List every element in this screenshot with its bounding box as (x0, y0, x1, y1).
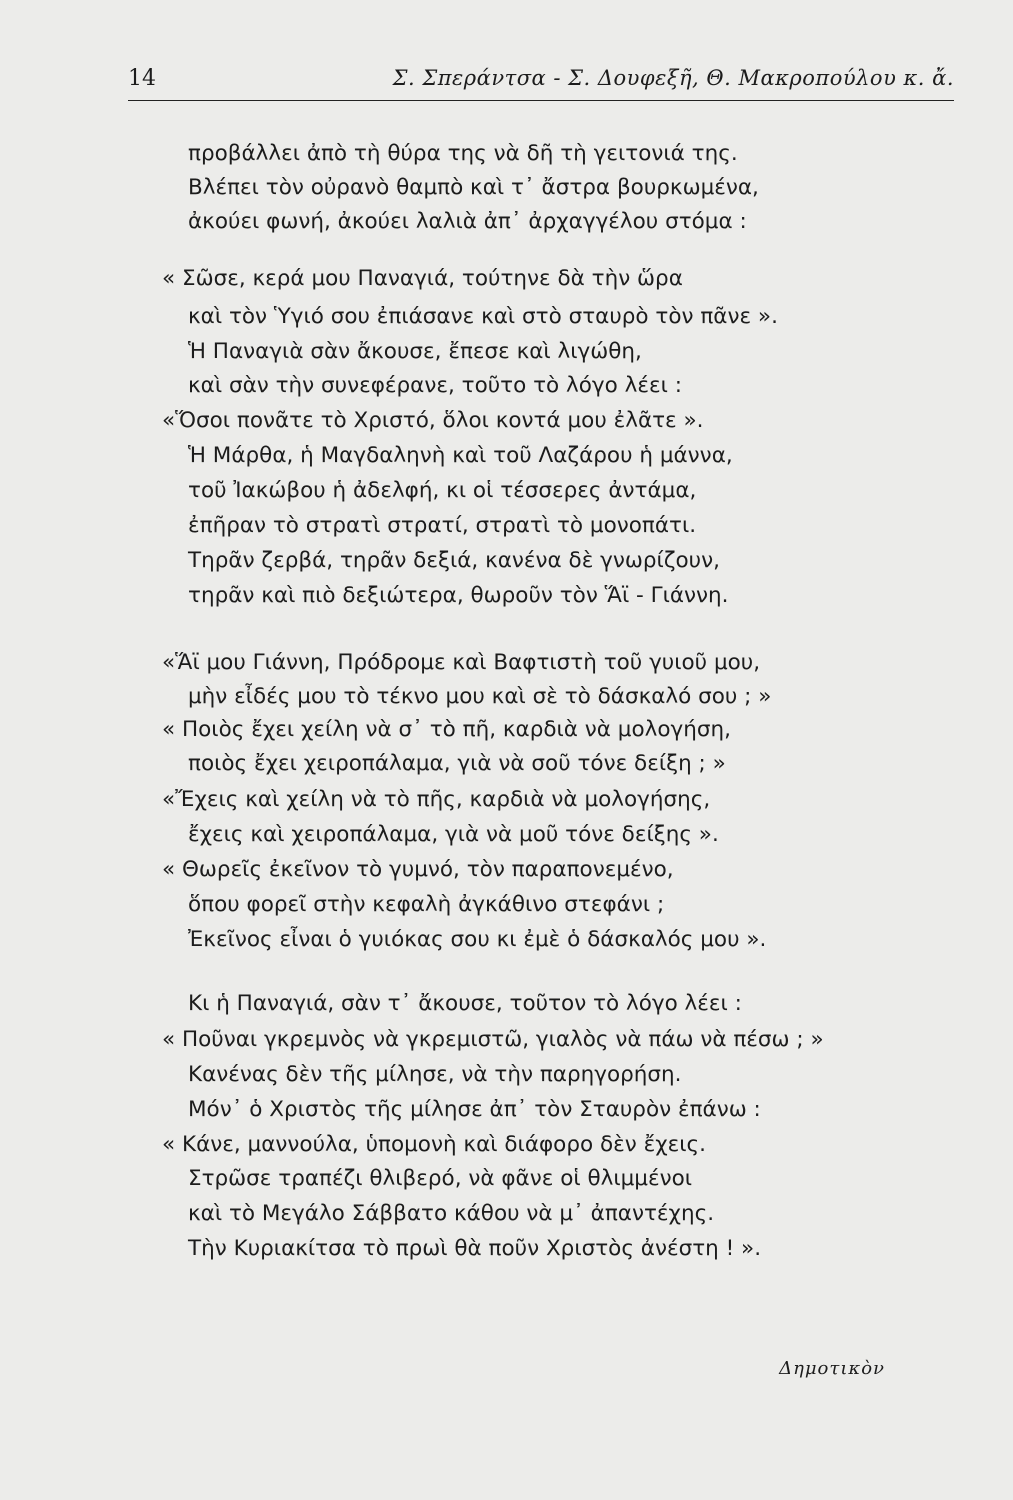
poem-line: καὶ σὰν τὴν συνεφέρανε, τοῦτο τὸ λόγο λέει : (188, 373, 682, 398)
poem-line: «Ὅσοι πονᾶτε τὸ Χριστό, ὅλοι κοντά μου ἐλᾶτε ». (162, 408, 704, 433)
poem-line: « Ποῦναι γκρεμνὸς νὰ γκρεμιστῶ, γιαλὸς νὰ πάω νὰ πέσω ; » (162, 1027, 824, 1052)
poem-line: Κι ἡ Παναγιά, σὰν τ᾽ ἄκουσε, τοῦτον τὸ λόγο λέει : (188, 991, 742, 1016)
poem-line: Ἐκεῖνος εἶναι ὁ γυιόκας σου κι ἐμὲ ὁ δάσκαλός μου ». (188, 927, 767, 952)
running-title: Σ. Σπεράντσα - Σ. Δουφεξῆ, Θ. Μακροπούλου κ. ἄ. (392, 66, 954, 90)
poem-line: καὶ τὸν Ὑγιό σου ἐπιάσανε καὶ στὸ σταυρὸ τὸν πᾶνε ». (188, 304, 778, 329)
poem-line: Τηρᾶν ζερβά, τηρᾶν δεξιά, κανένα δὲ γνωρίζουν, (188, 548, 720, 573)
poem-line: « Θωρεῖς ἐκεῖνον τὸ γυμνό, τὸν παραπονεμένο, (162, 857, 674, 882)
poem-line: ἐπῆραν τὸ στρατὶ στρατί, στρατὶ τὸ μονοπάτι. (188, 513, 697, 538)
poem-line: Βλέπει τὸν οὐρανὸ θαμπὸ καὶ τ᾽ ἄστρα βουρκωμένα, (188, 175, 759, 200)
poem-line: τηρᾶν καὶ πιὸ δεξιώτερα, θωροῦν τὸν Ἅϊ - Γιάννη. (188, 583, 729, 608)
poem-line: Ἡ Παναγιὰ σὰν ἄκουσε, ἔπεσε καὶ λιγώθη, (188, 339, 642, 364)
poem-line: καὶ τὸ Μεγάλο Σάββατο κάθου νὰ μ᾽ ἀπαντέχης. (188, 1201, 715, 1226)
poem-line: ἔχεις καὶ χειροπάλαμα, γιὰ νὰ μοῦ τόνε δείξης ». (188, 822, 719, 847)
poem-line: « Σῶσε, κερά μου Παναγιά, τούτηνε δὰ τὴν ὥρα (162, 266, 683, 291)
poem-line: Τὴν Κυριακίτσα τὸ πρωὶ θὰ ποῦν Χριστὸς ἀνέστη ! ». (188, 1236, 762, 1261)
poem-line: Ἡ Μάρθα, ἡ Μαγδαληνὴ καὶ τοῦ Λαζάρου ἡ μάννα, (188, 443, 733, 468)
poem-line: ὅπου φορεῖ στὴν κεφαλὴ ἀγκάθινο στεφάνι ; (188, 892, 665, 917)
poem-line: ἀκούει φωνή, ἀκούει λαλιὰ ἀπ᾽ ἀρχαγγέλου στόμα : (188, 209, 747, 234)
poem-line: τοῦ Ἰακώβου ἡ ἀδελφή, κι οἱ τέσσερες ἀντάμα, (188, 478, 697, 503)
poem-line: ποιὸς ἔχει χειροπάλαμα, γιὰ νὰ σοῦ τόνε δείξη ; » (188, 751, 726, 776)
poem-line: «Ἅϊ μου Γιάννη, Πρόδρομε καὶ Βαφτιστὴ τοῦ γυιοῦ μου, (162, 650, 761, 675)
header-rule (128, 100, 954, 101)
poem-line: μὴν εἶδές μου τὸ τέκνο μου καὶ σὲ τὸ δάσκαλό σου ; » (188, 684, 772, 709)
poem-line: «Ἔχεις καὶ χείλη νὰ τὸ πῆς, καρδιὰ νὰ μολογήσης, (162, 787, 711, 812)
poem-line: « Ποιὸς ἔχει χείλη νὰ σ᾽ τὸ πῆ, καρδιὰ νὰ μολογήση, (162, 717, 731, 742)
poem-attribution: Δημοτικὸν (779, 1358, 885, 1379)
page-number: 14 (128, 66, 156, 91)
poem-line: « Κάνε, μαννούλα, ὑπομονὴ καὶ διάφορο δὲν ἔχεις. (162, 1132, 706, 1157)
page-header (128, 66, 954, 98)
poem-line: Μόν᾽ ὁ Χριστὸς τῆς μίλησε ἀπ᾽ τὸν Σταυρὸν ἐπάνω : (188, 1097, 761, 1122)
poem-line: Κανένας δὲν τῆς μίλησε, νὰ τὴν παρηγορήση. (188, 1062, 682, 1087)
poem-line: Στρῶσε τραπέζι θλιβερό, νὰ φᾶνε οἱ θλιμμένοι (188, 1166, 693, 1191)
poem-line: προβάλλει ἀπὸ τὴ θύρα της νὰ δῆ τὴ γειτονιά της. (188, 141, 738, 166)
